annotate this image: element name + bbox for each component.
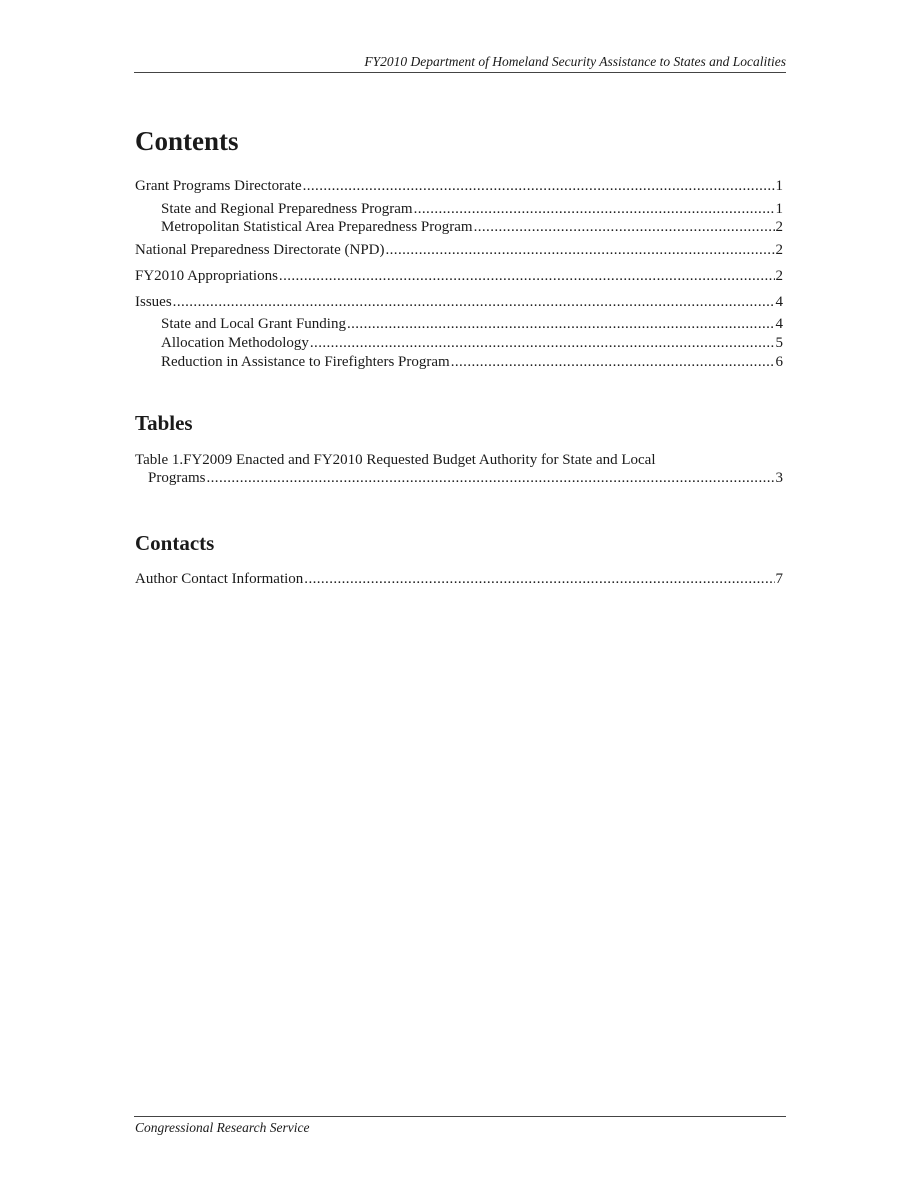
- toc-leader-dots: [303, 177, 775, 196]
- toc-entry-label: National Preparedness Directorate (NPD): [135, 242, 385, 258]
- toc-entry-label: State and Local Grant Funding: [161, 316, 346, 332]
- table-entry-1[interactable]: [148, 469, 783, 488]
- toc-entry-page: 6: [775, 354, 783, 370]
- toc-entry-label: FY2010 Appropriations: [135, 268, 278, 284]
- toc-leader-dots: [304, 570, 774, 589]
- toc-entry-label: State and Regional Preparedness Program: [161, 201, 413, 217]
- toc-leader-dots: [386, 241, 775, 260]
- toc-entry-page: 2: [775, 268, 783, 284]
- toc-entry-national-preparedness-directorate[interactable]: [135, 241, 783, 260]
- toc-entry-state-regional-preparedness[interactable]: [161, 200, 783, 219]
- toc-entry-page: 2: [775, 242, 783, 258]
- table-entry-page: 3: [775, 470, 783, 486]
- toc-entry-page: 1: [775, 178, 783, 194]
- running-footer: Congressional Research Service: [135, 1120, 310, 1135]
- toc-entry-label: Author Contact Information: [135, 571, 304, 587]
- toc-leader-dots: [279, 267, 775, 286]
- toc-entry-page: 7: [775, 571, 783, 587]
- toc-entry-page: 4: [775, 316, 783, 332]
- footer-divider: [134, 1116, 786, 1117]
- contents-heading: Contents: [135, 126, 239, 156]
- toc-entry-label: Metropolitan Statistical Area Preparedness Program: [161, 219, 473, 235]
- toc-entry-page: 5: [775, 335, 783, 351]
- toc-entry-metropolitan-statistical-area[interactable]: [161, 218, 783, 237]
- toc-entry-fy2010-appropriations[interactable]: [135, 267, 783, 286]
- toc-entry-page: 4: [775, 294, 783, 310]
- toc-entry-issues[interactable]: [135, 293, 783, 312]
- toc-entry-allocation-methodology[interactable]: [161, 334, 783, 353]
- toc-entry-page: 2: [775, 219, 783, 235]
- toc-leader-dots: [207, 469, 775, 488]
- toc-leader-dots: [474, 218, 775, 237]
- toc-entry-page: 1: [775, 201, 783, 217]
- running-header: FY2010 Department of Homeland Security Assistance to States and Localities: [364, 54, 786, 69]
- toc-entry-author-contact-information[interactable]: [135, 570, 783, 589]
- table-entry-label-line1[interactable]: Table 1.FY2009 Enacted and FY2010 Requested Budget Authority for State and Local: [135, 452, 656, 468]
- contacts-heading: Contacts: [135, 531, 215, 555]
- toc-entry-label: Allocation Methodology: [161, 335, 309, 351]
- toc-entry-label: Grant Programs Directorate: [135, 178, 302, 194]
- toc-entry-label: Reduction in Assistance to Firefighters Program: [161, 354, 450, 370]
- toc-entry-state-local-grant-funding[interactable]: [161, 315, 783, 334]
- toc-leader-dots: [310, 334, 775, 353]
- toc-entry-grant-programs-directorate[interactable]: [135, 177, 783, 196]
- toc-leader-dots: [347, 315, 775, 334]
- toc-entry-reduction-firefighters-program[interactable]: [161, 353, 783, 372]
- toc-leader-dots: [414, 200, 775, 219]
- table-entry-label-line2: Programs: [148, 470, 206, 486]
- tables-heading: Tables: [135, 411, 193, 435]
- header-divider: [134, 72, 786, 73]
- toc-entry-label: Issues: [135, 294, 172, 310]
- toc-leader-dots: [173, 293, 775, 312]
- toc-leader-dots: [451, 353, 775, 372]
